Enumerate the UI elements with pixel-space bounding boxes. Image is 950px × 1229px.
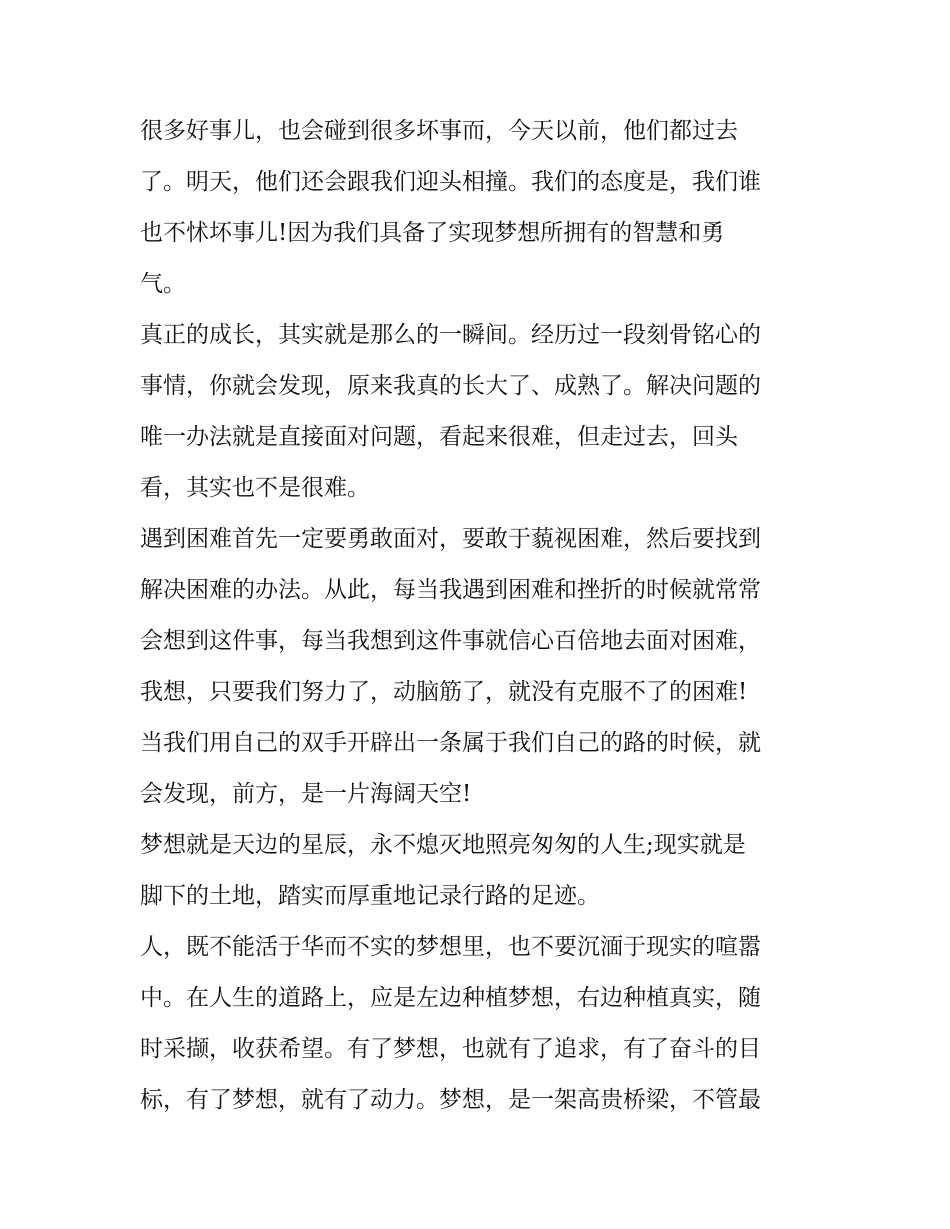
text-line: 遇到困难首先一定要勇敢面对，要敢于藐视困难，然后要找到 [140, 526, 761, 552]
text-line: 解决困难的办法。从此，每当我遇到困难和挫折的时候就常常 [140, 577, 761, 603]
text-line: 了。明天，他们还会跟我们迎头相撞。我们的态度是，我们谁 [140, 169, 761, 195]
text-line: 唯一办法就是直接面对问题，看起来很难，但走过去，回头 [140, 424, 738, 450]
text-line: 也不怵坏事儿!因为我们具备了实现梦想所拥有的智慧和勇 [140, 220, 725, 246]
text-line: 当我们用自己的双手开辟出一条属于我们自己的路的时候，就 [140, 730, 761, 756]
text-line: 标，有了梦想，就有了动力。梦想，是一架高贵桥梁，不管最 [140, 1087, 761, 1113]
text-line: 会想到这件事，每当我想到这件事就信心百倍地去面对困难， [140, 628, 761, 654]
text-line: 时采撷，收获希望。有了梦想，也就有了追求，有了奋斗的目 [140, 1036, 761, 1062]
text-line: 会发现，前方，是一片海阔天空! [140, 781, 472, 807]
body-text [140, 106, 820, 1126]
text-line: 人，既不能活于华而不实的梦想里，也不要沉湎于现实的喧嚣 [140, 934, 761, 960]
text-line: 我想，只要我们努力了，动脑筋了，就没有克服不了的困难! [140, 679, 748, 705]
text-line: 脚下的土地，踏实而厚重地记录行路的足迹。 [140, 883, 600, 909]
text-line: 中。在人生的道路上，应是左边种植梦想，右边种植真实，随 [140, 985, 761, 1011]
text-line: 梦想就是天边的星辰，永不熄灭地照亮匆匆的人生;现实就是 [140, 832, 746, 858]
text-line: 看，其实也不是很难。 [140, 475, 370, 501]
text-line: 真正的成长，其实就是那么的一瞬间。经历过一段刻骨铭心的 [140, 322, 761, 348]
text-line: 很多好事儿，也会碰到很多坏事而，今天以前，他们都过去 [140, 118, 738, 144]
text-line: 气。 [140, 271, 186, 297]
text-line: 事情，你就会发现，原来我真的长大了、成熟了。解决问题的 [140, 373, 761, 399]
